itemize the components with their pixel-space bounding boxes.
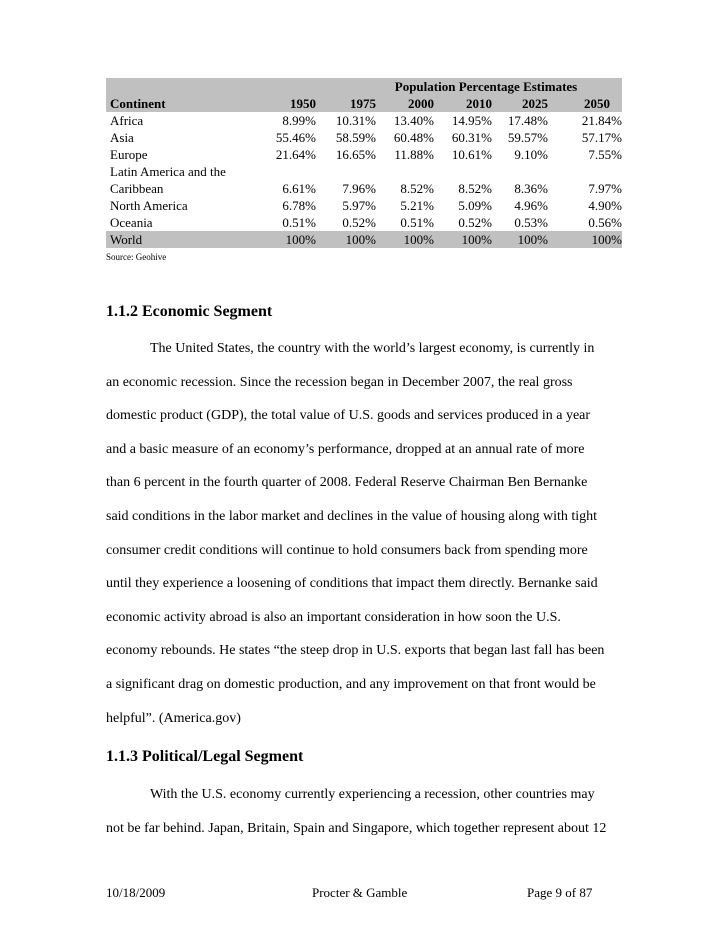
table-cell: 10.61% [451, 147, 492, 162]
table-cell: 21.64% [275, 147, 316, 162]
table-row [106, 197, 622, 214]
table-cell: 6.61% [282, 181, 316, 196]
economic-paragraph [106, 339, 626, 742]
footer-date: 10/18/2009 [106, 885, 166, 900]
table-cell: 100% [461, 232, 492, 247]
header-year: 2000 [408, 96, 434, 111]
text-line: helpful”. (America.gov) [106, 710, 241, 726]
row-label: Latin America and the [110, 164, 226, 179]
table-cell: 100% [403, 232, 434, 247]
table-cell: 5.09% [458, 198, 492, 213]
table-row [106, 231, 622, 248]
row-label: Asia [110, 130, 134, 145]
table-cell: 7.97% [588, 181, 622, 196]
table-cell: 0.52% [458, 215, 492, 230]
text-line: said conditions in the labor market and declines in the value of housing along with tight [106, 508, 598, 524]
footer-page-number: Page 9 of 87 [527, 885, 593, 900]
political-heading: 1.1.3 Political/Legal Segment [106, 748, 304, 765]
table-cell: 60.31% [451, 130, 492, 145]
text-line: until they experience a loosening of conditions that impact them directly. Bernanke said [106, 576, 598, 592]
table-cell: 13.40% [393, 113, 434, 128]
table-row [106, 112, 622, 129]
table-cell: 59.57% [507, 130, 548, 145]
row-label: Africa [110, 113, 144, 128]
table-cell: 4.96% [514, 198, 548, 213]
table-cell: 8.36% [514, 181, 548, 196]
table-cell: 5.21% [400, 198, 434, 213]
footer-company: Procter & Gamble [312, 885, 408, 900]
table-cell: 55.46% [275, 130, 316, 145]
header-year: 2025 [522, 96, 548, 111]
header-continent: Continent [110, 96, 166, 111]
table-cell: 4.90% [588, 198, 622, 213]
table-cell: 57.17% [581, 130, 622, 145]
table-row [106, 129, 622, 146]
row-label: Europe [110, 147, 148, 162]
population-table [106, 78, 622, 248]
text-line: consumer credit conditions will continue to hold consumers back from spending more [106, 542, 588, 558]
table-cell: 58.59% [335, 130, 376, 145]
header-year: 1950 [290, 96, 316, 111]
table-cell: 100% [345, 232, 376, 247]
table-cell: 0.52% [342, 215, 376, 230]
table-cell: 8.52% [458, 181, 492, 196]
table-body [106, 112, 622, 248]
table-cell: 0.53% [514, 215, 548, 230]
table-cell: 60.48% [393, 130, 434, 145]
header-year: 2010 [466, 96, 492, 111]
table-cell: 100% [591, 232, 622, 247]
table-cell: 5.97% [342, 198, 376, 213]
text-line: than 6 percent in the fourth quarter of 2008. Federal Reserve Chairman Ben Bernanke [106, 475, 588, 491]
table-cell: 0.56% [588, 215, 622, 230]
header-year: 2050 [584, 96, 610, 111]
table-cell: 7.55% [588, 147, 622, 162]
table-title-row [106, 78, 622, 95]
text-line: economic activity abroad is also an important consideration in how soon the U.S. [106, 609, 561, 625]
text-line: a significant drag on domestic production, and any improvement on that front would be [106, 676, 596, 692]
table-row [106, 163, 622, 180]
row-label: North America [110, 198, 188, 213]
table-source: Source: Geohive [106, 252, 167, 262]
table-cell: 8.99% [282, 113, 316, 128]
table-cell: 14.95% [451, 113, 492, 128]
table-cell: 10.31% [335, 113, 376, 128]
header-year: 1975 [350, 96, 376, 111]
table-row [106, 146, 622, 163]
table-cell: 21.84% [581, 113, 622, 128]
row-label: Caribbean [110, 181, 164, 196]
text-line: and a basic measure of an economy’s performance, dropped at an annual rate of more [106, 441, 585, 457]
row-label: World [110, 232, 143, 247]
text-line: not be far behind. Japan, Britain, Spain and Singapore, which together represent about 12 [106, 820, 607, 836]
table-row [106, 214, 622, 231]
text-line: domestic product (GDP), the total value of U.S. goods and services produced in a year [106, 408, 591, 424]
text-line: an economic recession. Since the recession began in December 2007, the real gross [106, 374, 573, 390]
table-cell: 0.51% [400, 215, 434, 230]
row-label: Oceania [110, 215, 153, 230]
table-cell: 16.65% [335, 147, 376, 162]
table-cell: 11.88% [394, 147, 434, 162]
table-header-row [106, 95, 622, 112]
text-line: With the U.S. economy currently experiencing a recession, other countries may [150, 787, 595, 802]
table-cell: 8.52% [400, 181, 434, 196]
table-row [106, 180, 622, 197]
table-cell: 100% [285, 232, 316, 247]
table-cell: 100% [517, 232, 548, 247]
table-cell: 7.96% [342, 181, 376, 196]
table-cell: 9.10% [514, 147, 548, 162]
table-cell: 6.78% [282, 198, 316, 213]
economic-heading: 1.1.2 Economic Segment [106, 303, 273, 320]
table-cell: 17.48% [507, 113, 548, 128]
political-paragraph [106, 785, 626, 852]
text-line: The United States, the country with the world’s largest economy, is currently in [150, 341, 595, 356]
table-title: Population Percentage Estimates [394, 79, 578, 94]
table-cell: 0.51% [282, 215, 316, 230]
text-line: economy rebounds. He states “the steep drop in U.S. exports that began last fall has been [106, 643, 605, 659]
